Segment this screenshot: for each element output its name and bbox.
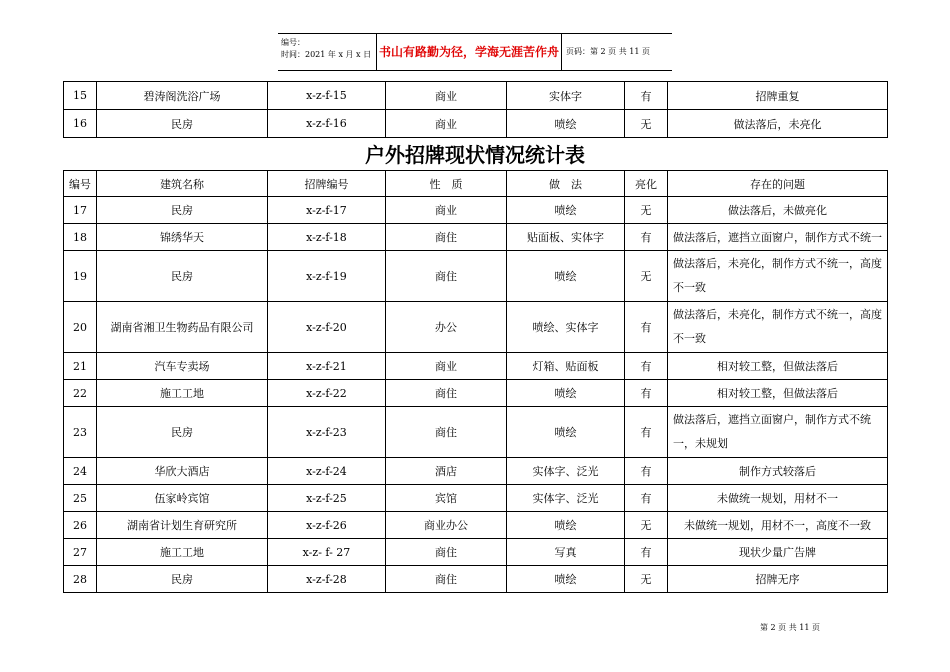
cell-nature: 商住 <box>386 566 507 593</box>
header-time: 时间：2021 年 x 月 x 日 <box>281 50 372 59</box>
table-row <box>64 197 888 224</box>
cell-lighting: 无 <box>625 197 668 224</box>
table-row <box>64 485 888 512</box>
cell-building-name: 湖南省湘卫生物药品有限公司 <box>97 302 268 353</box>
column-header: 性 质 <box>386 171 507 197</box>
cell-sign-code: x-z-f-26 <box>268 512 386 539</box>
cell-method: 喷绘 <box>507 110 625 138</box>
cell-number: 17 <box>64 197 97 224</box>
table-row <box>64 512 888 539</box>
cell-method: 喷绘 <box>507 566 625 593</box>
table-row <box>64 566 888 593</box>
cell-method: 灯箱、贴面板 <box>507 353 625 380</box>
cell-number: 24 <box>64 458 97 485</box>
header-page: 页码：第 2 页 共 11 页 <box>566 47 650 56</box>
cell-problem: 做法落后，未亮化，制作方式不统一，高度不一致 <box>668 302 888 353</box>
cell-problem: 做法落后，遮挡立面窗户，制作方式不统一，未规划 <box>668 407 888 458</box>
cell-problem: 现状少量广告牌 <box>668 539 888 566</box>
cell-method: 实体字 <box>507 82 625 110</box>
table-row <box>64 302 888 353</box>
page-footer: 第 2 页 共 11 页 <box>760 623 820 632</box>
cell-method: 喷绘 <box>507 407 625 458</box>
cell-sign-code: x-z-f-28 <box>268 566 386 593</box>
cell-method: 喷绘 <box>507 251 625 302</box>
table-row <box>64 82 888 110</box>
cell-building-name: 湖南省计划生育研究所 <box>97 512 268 539</box>
cell-method: 喷绘 <box>507 380 625 407</box>
table-row <box>64 380 888 407</box>
cell-building-name: 民房 <box>97 110 268 138</box>
table-row <box>64 407 888 458</box>
cell-number: 20 <box>64 302 97 353</box>
cell-problem: 相对较工整，但做法落后 <box>668 380 888 407</box>
cell-method: 喷绘 <box>507 197 625 224</box>
cell-lighting: 有 <box>625 302 668 353</box>
cell-problem: 制作方式较落后 <box>668 458 888 485</box>
cell-nature: 商住 <box>386 539 507 566</box>
cell-number: 21 <box>64 353 97 380</box>
column-header: 做 法 <box>507 171 625 197</box>
cell-sign-code: x-z- f- 27 <box>268 539 386 566</box>
cell-building-name: 施工工地 <box>97 380 268 407</box>
cell-lighting: 有 <box>625 407 668 458</box>
cell-nature: 商业 <box>386 82 507 110</box>
cell-sign-code: x-z-f-23 <box>268 407 386 458</box>
header-motto: 书山有路勤为径，学海无涯苦作舟 <box>377 34 562 70</box>
cell-lighting: 无 <box>625 566 668 593</box>
cell-method: 实体字、泛光 <box>507 458 625 485</box>
cell-number: 27 <box>64 539 97 566</box>
cell-lighting: 有 <box>625 539 668 566</box>
table-row <box>64 353 888 380</box>
cell-sign-code: x-z-f-17 <box>268 197 386 224</box>
column-header: 建筑名称 <box>97 171 268 197</box>
header-row <box>64 171 888 197</box>
cell-method: 喷绘 <box>507 512 625 539</box>
cell-sign-code: x-z-f-16 <box>268 110 386 138</box>
cell-nature: 商住 <box>386 224 507 251</box>
cell-number: 22 <box>64 380 97 407</box>
cell-number: 25 <box>64 485 97 512</box>
cell-problem: 做法落后，未亮化，制作方式不统一，高度不一致 <box>668 251 888 302</box>
cell-nature: 办公 <box>386 302 507 353</box>
cell-lighting: 无 <box>625 512 668 539</box>
table-row <box>64 110 888 138</box>
cell-number: 26 <box>64 512 97 539</box>
cell-building-name: 民房 <box>97 407 268 458</box>
main-table <box>63 170 888 593</box>
cell-sign-code: x-z-f-19 <box>268 251 386 302</box>
cell-sign-code: x-z-f-21 <box>268 353 386 380</box>
cell-problem: 未做统一规划，用材不一 <box>668 485 888 512</box>
cell-sign-code: x-z-f-18 <box>268 224 386 251</box>
cell-nature: 商住 <box>386 251 507 302</box>
cell-building-name: 碧涛阁洗浴广场 <box>97 82 268 110</box>
cell-nature: 商住 <box>386 380 507 407</box>
cell-number: 19 <box>64 251 97 302</box>
header-meta <box>278 34 377 70</box>
cell-building-name: 锦绣华天 <box>97 224 268 251</box>
table-title: 户外招牌现状情况统计表 <box>365 143 585 167</box>
cell-building-name: 华欣大酒店 <box>97 458 268 485</box>
table-row <box>64 224 888 251</box>
cell-nature: 商业 <box>386 197 507 224</box>
cell-sign-code: x-z-f-15 <box>268 82 386 110</box>
cell-method: 写真 <box>507 539 625 566</box>
cell-building-name: 民房 <box>97 251 268 302</box>
cell-lighting: 有 <box>625 82 668 110</box>
cell-sign-code: x-z-f-24 <box>268 458 386 485</box>
cell-problem: 相对较工整，但做法落后 <box>668 353 888 380</box>
cell-problem: 做法落后，未亮化 <box>668 110 888 138</box>
cell-number: 15 <box>64 82 97 110</box>
cell-nature: 酒店 <box>386 458 507 485</box>
column-header: 编号 <box>64 171 97 197</box>
page-header <box>278 33 672 71</box>
cell-number: 16 <box>64 110 97 138</box>
header-number: 编号： <box>281 38 305 47</box>
cell-problem: 做法落后，遮挡立面窗户，制作方式不统一 <box>668 224 888 251</box>
column-header: 亮化 <box>625 171 668 197</box>
cell-problem: 招牌无序 <box>668 566 888 593</box>
cell-building-name: 汽车专卖场 <box>97 353 268 380</box>
cell-nature: 商住 <box>386 407 507 458</box>
cell-building-name: 民房 <box>97 197 268 224</box>
cell-problem: 未做统一规划，用材不一，高度不一致 <box>668 512 888 539</box>
cell-lighting: 无 <box>625 110 668 138</box>
table-row <box>64 458 888 485</box>
cell-nature: 宾馆 <box>386 485 507 512</box>
column-header: 招牌编号 <box>268 171 386 197</box>
top-table <box>63 81 888 138</box>
cell-method: 喷绘、实体字 <box>507 302 625 353</box>
cell-building-name: 民房 <box>97 566 268 593</box>
cell-lighting: 有 <box>625 485 668 512</box>
cell-building-name: 伍家岭宾馆 <box>97 485 268 512</box>
cell-building-name: 施工工地 <box>97 539 268 566</box>
cell-method: 贴面板、实体字 <box>507 224 625 251</box>
cell-lighting: 有 <box>625 380 668 407</box>
column-header: 存在的问题 <box>668 171 888 197</box>
table-row <box>64 251 888 302</box>
cell-sign-code: x-z-f-20 <box>268 302 386 353</box>
cell-sign-code: x-z-f-25 <box>268 485 386 512</box>
cell-problem: 招牌重复 <box>668 82 888 110</box>
cell-number: 18 <box>64 224 97 251</box>
cell-lighting: 有 <box>625 224 668 251</box>
cell-method: 实体字、泛光 <box>507 485 625 512</box>
cell-nature: 商业 <box>386 353 507 380</box>
cell-lighting: 有 <box>625 458 668 485</box>
cell-number: 23 <box>64 407 97 458</box>
cell-sign-code: x-z-f-22 <box>268 380 386 407</box>
cell-lighting: 有 <box>625 353 668 380</box>
table-row <box>64 539 888 566</box>
cell-problem: 做法落后，未做亮化 <box>668 197 888 224</box>
cell-number: 28 <box>64 566 97 593</box>
cell-nature: 商业 <box>386 110 507 138</box>
cell-nature: 商业办公 <box>386 512 507 539</box>
cell-lighting: 无 <box>625 251 668 302</box>
